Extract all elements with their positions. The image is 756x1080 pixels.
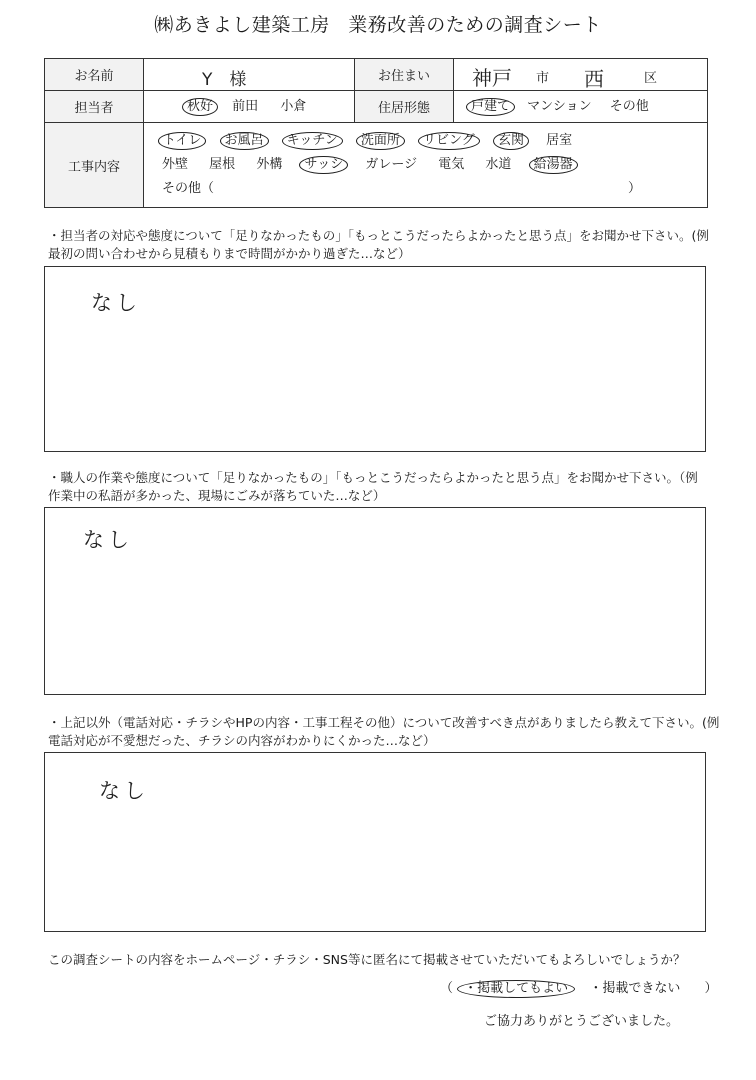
address-city: 神戸 [472, 66, 512, 90]
answer-box-1[interactable] [44, 266, 706, 452]
question-3: ・上記以外（電話対応・チラシやHPの内容・工事工程その他）について改善すべき点がありましたら教えて下さい。(例 電話対応が不愛想だった、チラシの内容がわかりにくかった…など） [48, 715, 732, 748]
work-other-row [158, 177, 707, 201]
work-option-electric[interactable]: 電気 [438, 157, 465, 172]
housing-option-mansion[interactable]: マンション [527, 98, 592, 114]
work-option-exterior[interactable]: 外構 [256, 157, 283, 172]
consent-option-yes[interactable]: ・掲載してもよい [457, 980, 575, 998]
choice-close-paren: ） [704, 981, 718, 996]
work-option-toilet[interactable]: トイレ [158, 132, 206, 150]
work-option-room[interactable]: 居室 [546, 133, 573, 148]
company-name: ㈱あきよし建築工房 [154, 14, 330, 36]
housing-option-other[interactable]: その他 [609, 98, 649, 114]
question-2: ・職人の作業や態度について「足りなかったもの」「もっとこうだったらよかったと思う点」をお聞かせ下さい。（例 作業中の私語が多かった、現場にごみが落ちていた…など） [48, 470, 711, 503]
staff-label: 担当者 [45, 91, 144, 123]
work-option-water[interactable]: 水道 [485, 157, 512, 172]
work-option-exterior-wall[interactable]: 外壁 [162, 157, 189, 172]
work-option-kitchen[interactable]: キッチン [282, 132, 343, 150]
work-option-sash[interactable]: サッシ [299, 156, 348, 174]
form-title: 業務改善のための調査シート [348, 14, 602, 36]
thanks-message: ご協力ありがとうございました。 [484, 1014, 680, 1029]
work-label: 工事内容 [45, 123, 144, 208]
staff-option-akiyoshi[interactable]: 秋好 [182, 98, 218, 116]
work-option-entrance[interactable]: 玄関 [493, 132, 529, 150]
work-other-close: ） [628, 181, 642, 196]
ward-suffix: 区 [644, 71, 658, 86]
answer-1: なし [91, 291, 141, 315]
work-option-washroom[interactable]: 洗面所 [356, 132, 405, 150]
consent-question: この調査シートの内容をホームページ・チラシ・SNS等に匿名にて掲載させていただいてもよろしいでしょうか？ [48, 952, 686, 967]
work-options-row-2 [158, 153, 707, 177]
work-other-label: その他（ [162, 181, 215, 196]
consent-choices [440, 977, 717, 998]
answer-3: なし [99, 779, 149, 803]
address-ward: 西 [584, 67, 604, 91]
work-option-living[interactable]: リビング [418, 132, 480, 150]
customer-info-table [44, 58, 708, 208]
staff-option-ogura[interactable]: 小倉 [280, 98, 307, 114]
answer-box-2[interactable] [44, 507, 706, 695]
answer-2: なし [83, 528, 133, 552]
work-option-bath[interactable]: お風呂 [220, 132, 269, 150]
city-suffix: 市 [536, 71, 550, 86]
staff-option-maeda[interactable]: 前田 [232, 98, 259, 114]
work-option-roof[interactable]: 屋根 [209, 157, 236, 172]
choice-open-paren: （ [440, 981, 454, 996]
work-option-garage[interactable]: ガレージ [365, 157, 418, 172]
address-label: お住まい [355, 59, 454, 91]
consent-option-no[interactable]: ・掲載できない [589, 981, 681, 996]
customer-name: Y 様 [202, 70, 247, 90]
work-option-water-heater[interactable]: 給湯器 [529, 156, 578, 174]
work-options-row-1 [158, 129, 707, 153]
housing-option-house[interactable]: 戸建て [466, 98, 515, 116]
answer-box-3[interactable] [44, 752, 706, 932]
housing-label: 住居形態 [355, 91, 454, 123]
question-1: ・担当者の対応や態度について「足りなかったもの」「もっとこうだったらよかったと思う点」をお聞かせ下さい。(例 最初の問い合わせから見積もりまで時間がかかり過ぎた…など） [48, 228, 722, 261]
name-label: お名前 [45, 59, 144, 91]
sheet-title [0, 10, 756, 37]
